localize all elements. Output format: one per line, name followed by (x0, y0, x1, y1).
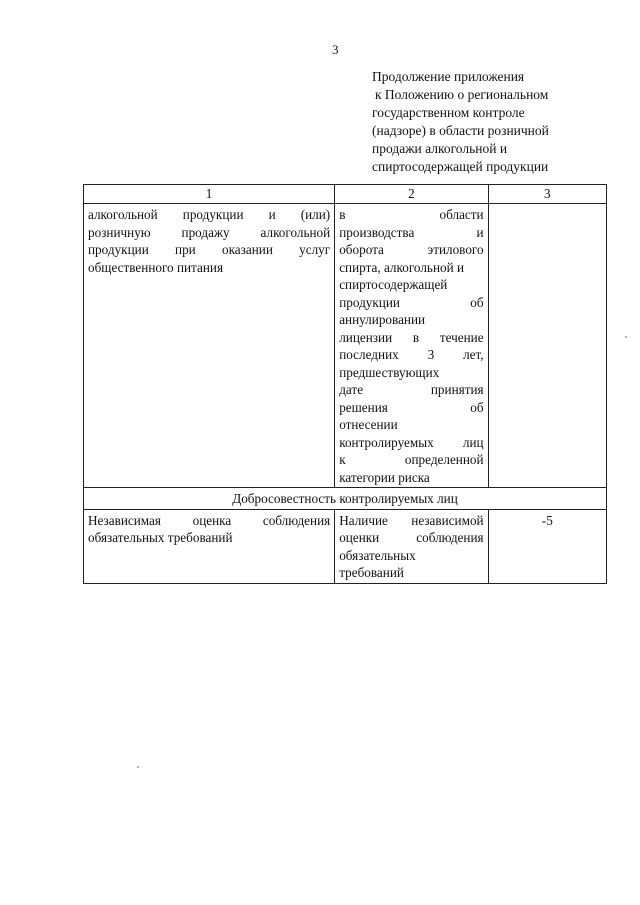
header-line: к Положению о региональном (375, 87, 549, 102)
criterion-cell (84, 204, 335, 488)
text-line: оценки соблюдения (339, 530, 484, 545)
text-line: аннулировании (339, 312, 426, 327)
score-cell (488, 204, 606, 488)
table-header-row (84, 185, 607, 204)
text-line: требований (339, 565, 404, 580)
text-line: алкогольной продукции и (или) (88, 207, 331, 222)
criterion-cell (84, 509, 335, 583)
column-number-1: 1 (84, 185, 335, 204)
text-line: категории риска (339, 469, 430, 485)
page-number: 3 (332, 42, 339, 57)
text-line: общественного питания (88, 259, 224, 275)
text-line: контролируемых лиц (339, 434, 484, 450)
text-line: обязательных требований (88, 530, 233, 545)
text-line: предшествующих (339, 364, 440, 380)
appendix-header-note (372, 68, 587, 176)
text-line: в области (339, 207, 484, 222)
header-line: Продолжение приложения (372, 69, 525, 84)
header-line: спиртосодержащей продукции (372, 159, 549, 174)
section-title: Добросовестность контролируемых лиц (84, 488, 607, 510)
section-row (84, 488, 607, 510)
text-line: Независимая оценка соблюдения (88, 512, 331, 528)
text-line: продукции об (339, 294, 484, 310)
text-line: решения об (339, 399, 484, 415)
header-line: государственном контроле (372, 105, 525, 120)
text-line: отнесении (339, 417, 398, 432)
indicator-cell (335, 509, 488, 583)
scan-speck (625, 336, 627, 338)
text-line: к определенной (339, 452, 484, 467)
risk-criteria-table (83, 184, 607, 584)
text-line: спирта, алкогольной и (339, 259, 465, 275)
text-line: оборота этилового (339, 242, 484, 257)
text-line: спиртосодержащей (339, 277, 448, 292)
indicator-cell (335, 204, 488, 488)
header-line: (надзоре) в области розничной (372, 123, 549, 138)
column-number-3: 3 (488, 185, 606, 204)
text-line: дате принятия (339, 382, 484, 397)
table-row (84, 204, 607, 488)
score-cell: -5 (488, 509, 606, 583)
text-line: лицензии в течение (339, 329, 484, 345)
text-line: продукции при оказании услуг (88, 242, 331, 257)
text-line: последних 3 лет, (339, 347, 484, 362)
text-line: производства и (339, 224, 484, 240)
text-line: розничную продажу алкогольной (88, 224, 331, 240)
text-line: Наличие независимой (339, 512, 484, 528)
text-line: обязательных (339, 547, 416, 563)
column-number-2: 2 (335, 185, 488, 204)
scan-speck (137, 766, 139, 768)
table-row (84, 509, 607, 583)
header-line: продажи алкогольной и (372, 141, 508, 156)
